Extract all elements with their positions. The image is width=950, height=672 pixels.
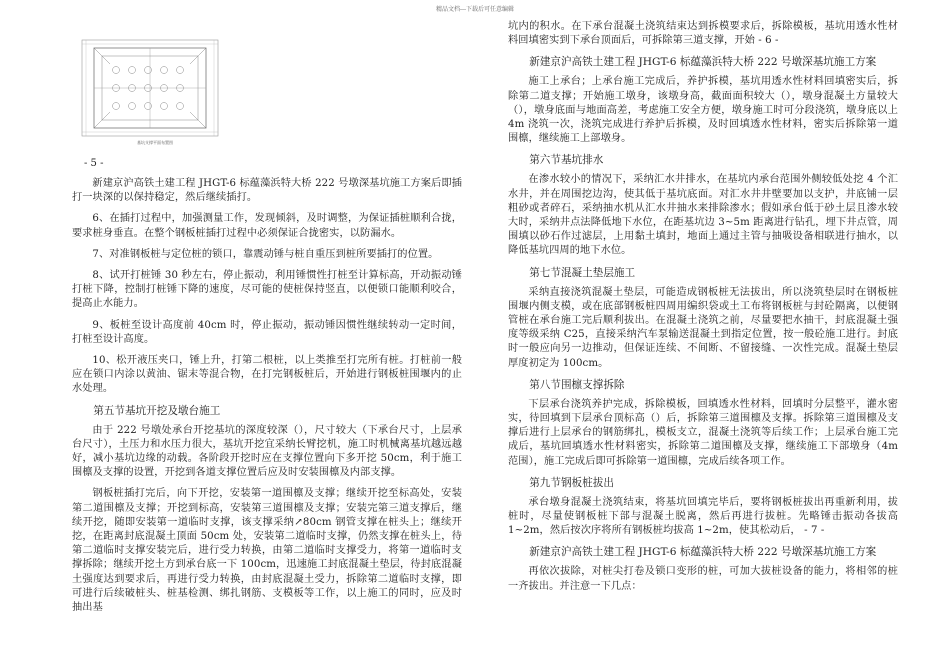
paragraph: 承台墩身混凝土浇筑结束，将基坑回填完毕后，要将钢板桩拔出再重新利用，拔桩时，尽量使钢板桩下部与混凝土脱离，然后再进行拔桩。先略锤击振动各拔高 1~2m，然后按次序将所有钢板桩均拔高 1~2m，使其松动后， - 7 - bbox=[508, 496, 898, 537]
left-column bbox=[72, 20, 462, 622]
paragraph: 8、试开打桩锤 30 秒左右，停止振动，利用锤惯性打桩至计算标高，开动振动锤打桩下降，控制打桩锤下降的速度，尽可能的使桩保持竖直，以便锁口能顺利咬合，提高止水能力。 bbox=[72, 270, 462, 310]
support-plan-figure bbox=[80, 38, 220, 150]
paragraph: 钢板桩插打完后，向下开挖，安装第一道围檩及支撑；继续开挖至标高处，安装第二道围檩及支撑；开挖到标高，安装第三道围檩及支撑；安装完第三道支撑后，继续开挖，随即安装第一道临时支撑，该支撑采纳↗80cm 钢管支撑在桩头上；继续开挖，在距离封底混凝土顶面 50cm 处，安装第二道临时支撑，仍然支撑在桩头上，待第二道临时支撑安装完后，进行受力转换，由第二道临时支撑受力，将第一道临时支撑拆除；继续开挖土方到承台底一下 100cm，迅速施工封底混凝土垫层，待封底混凝土强度达到要求后，再进行受力转换，由封底混凝土受力，拆除第二道临时支撑，即可进行后续破桩头、桩基检测、绑扎钢筋、支模板等工作，以上施工的同时，应及时抽出基 bbox=[72, 488, 462, 614]
paragraph: 9、板桩至设计高度前 40cm 时，停止振动，振动锤因惯性继续转动一定时间，打桩至设计高度。 bbox=[72, 319, 462, 345]
paragraph: 7、对准钢板桩与定位桩的锁口，靠震动锤与桩自重压到桩所要插打的位置。 bbox=[92, 248, 439, 260]
section-heading: 第八节围檩支撑拆除 bbox=[529, 378, 625, 391]
paragraph: 采纳直接浇筑混凝土垫层，可能造成钢板桩无法拔出，所以浇筑垫层时在钢板桩围堰内侧支模，或在底部钢板桩四周用编织袋或土工布将钢板桩与封砼隔离，以便钢管桩在承台施工完后顺利拔出。在混凝土浇筑之前，尽量要把水抽干，封底混凝土强度等级采纳 C25，直接采纳汽车泵输送混凝土到指定位置，按一般砼施工进行。封底时一般应向另一边推动，但保证连续、不间断、不留接缝、一次性完成。混凝土垫层厚度初定为 100cm。 bbox=[508, 286, 898, 369]
paragraph: 坑内的积水。在下承台混凝土浇筑结束达到拆模要求后，拆除模板，基坑用透水性材料回填密实到下承台顶面后，可拆除第三道支撑，开始 - 6 - bbox=[508, 21, 898, 47]
paragraph: 新建京沪高铁土建工程 JHGT-6 标蕴藻浜特大桥 222 号墩深基坑施工方案后即插打一块深的以保持稳定，然后继续插打。 bbox=[72, 178, 462, 204]
paragraph: 由于 222 号墩处承台开挖基坑的深度较深（），尺寸较大（下承台尺寸，上层承台尺寸），土压力和水压力很大，基坑开挖宜采纳长臂挖机，施工时机械离基坑越远越好，减小基坑边缘的动载。各阶段开挖时应在支撑位置向下多开挖 50cm，利于施工围檩及支撑的设置，开挖到各道支撑位置后应及时安装围檩及内部支撑。 bbox=[72, 424, 462, 479]
figure-caption: 基坑支撑平面布置图 bbox=[137, 140, 173, 145]
paragraph: 6、在插打过程中，加强测量工作，发现倾斜，及时调整，为保证插桩顺利合拢，要求桩身垂直。在整个钢板桩插打过程中必须保证合拢密实，以防漏水。 bbox=[72, 213, 462, 239]
support-plan-drawing bbox=[80, 38, 220, 138]
document-title: 新建京沪高铁土建工程 JHGT-6 标蕴藻浜特大桥 222 号墩深基坑施工方案 bbox=[529, 546, 877, 559]
section-heading: 第六节基坑排水 bbox=[529, 154, 604, 167]
section-heading: 第五节基坑开挖及墩台施工 bbox=[93, 404, 221, 417]
document-title: 新建京沪高铁土建工程 JHGT-6 标蕴藻浜特大桥 222 号墩深基坑施工方案 bbox=[529, 56, 877, 69]
section-heading: 第七节混凝土垫层施工 bbox=[529, 266, 636, 279]
page-header: 精品文档---下载后可任意编辑 bbox=[435, 6, 515, 13]
paragraph: 下层承台浇筑养护完成，拆除模板，回填透水性材料，回填时分层整平，灌水密实，待回填到下层承台顶标高（）后，拆除第三道围檩及支撑。拆除第三道围檩及支撑后进行上层承台的钢筋绑扎，模板支立，混凝土浇筑等后续工作；上层承台施工完成后，基坑回填透水性材料密实，拆除第二道围檩及支撑，继续施工下部墩身（4m 范围），施工完成后即可拆除第一道围檩，完成后续各项工作。 bbox=[508, 398, 898, 467]
page-number: - 5 - bbox=[84, 158, 104, 169]
section-heading: 第九节钢板桩拔出 bbox=[529, 476, 614, 489]
right-column bbox=[508, 20, 898, 601]
paragraph: 施工上承台；上承台施工完成后，养护拆模，基坑用透水性材料回填密实后，拆除第二道支撑；开始施工墩身，该墩身高，截面面积较大（），墩身混凝土方量较大（），墩身底面与地面高差，考虑施工安全方便，墩身施工时可分段浇筑，墩身底以上 4m 浇筑一次，浇筑完成进行养护后拆模，及时回填透水性材料，密实后拆除第一道围檩，继续施工上部墩身。 bbox=[508, 76, 898, 145]
paragraph: 10、松开液压夹口，锤上升，打第二根桩，以上类推至打完所有桩。打桩前一般应在锁口内涂以黄油、锯末等混合物，在打完钢板桩后，开始进行钢板桩围堰内的止水处理。 bbox=[72, 355, 462, 395]
paragraph: 在渗水较小的情况下，采纳汇水井排水，在基坑内承台范围外侧较低处挖 4 个汇水井，并在周围挖边沟，使其低于基坑底面。对汇水井井壁要加以支护，井底铺一层粗砂或者碎石，采纳抽水机从汇水井抽水来排除渗水；假如承台低于砂土层且渗水较大时，采纳井点法降低地下水位，在距基坑边 3~5m 距离进行钻孔，埋下井点管，周围填以砂石作过滤层，上用黏土填封，地面上通过主管与抽吸设备相联进行抽水，以降低基坑四周的地下水位。 bbox=[508, 174, 898, 257]
paragraph: 再依次拔除，对桩尖打卷及锁口变形的桩，可加大拔桩设备的能力，将相邻的桩一齐拔出。并注意一下几点： bbox=[508, 566, 898, 592]
